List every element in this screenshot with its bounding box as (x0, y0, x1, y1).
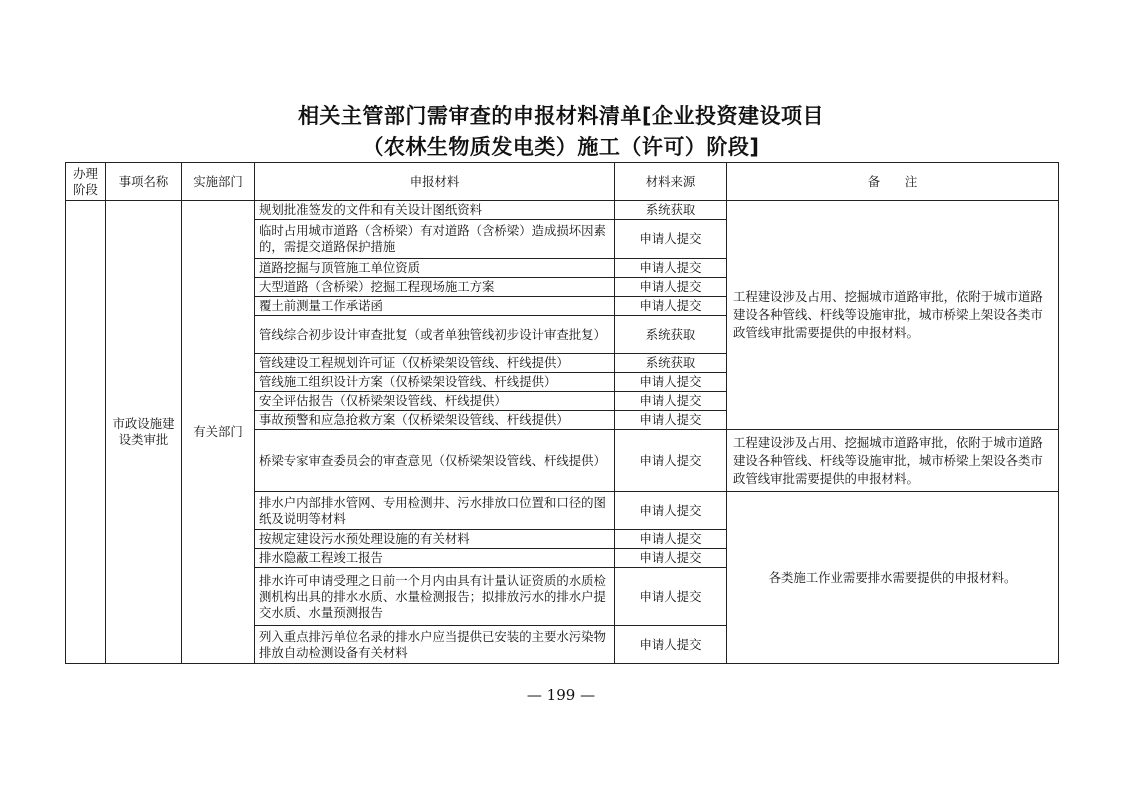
source-cell: 申请人提交 (615, 373, 727, 392)
header-remark: 备 注 (727, 163, 1059, 201)
material-cell: 临时占用城市道路（含桥梁）有对道路（含桥梁）造成损坏因素的，需提交道路保护措施 (255, 220, 615, 259)
material-cell: 桥梁专家审查委员会的审查意见（仅桥梁架设管线、杆线提供） (255, 430, 615, 492)
header-item: 事项名称 (106, 163, 182, 201)
source-cell: 申请人提交 (615, 549, 727, 568)
source-cell: 申请人提交 (615, 530, 727, 549)
page-title-line-1: 相关主管部门需审查的申报材料清单[企业投资建设项目 (297, 104, 825, 128)
material-cell: 大型道路（含桥梁）挖掘工程现场施工方案 (255, 278, 615, 297)
source-cell: 申请人提交 (615, 259, 727, 278)
header-dept: 实施部门 (182, 163, 255, 201)
source-cell: 申请人提交 (615, 430, 727, 492)
source-cell: 申请人提交 (615, 220, 727, 259)
source-cell: 申请人提交 (615, 278, 727, 297)
material-cell: 管线建设工程规划许可证（仅桥梁架设管线、杆线提供） (255, 354, 615, 373)
header-row (66, 163, 1059, 201)
source-cell: 申请人提交 (615, 411, 727, 430)
materials-table (65, 162, 1059, 664)
source-cell: 申请人提交 (615, 626, 727, 664)
header-source: 材料来源 (615, 163, 727, 201)
source-cell: 系统获取 (615, 354, 727, 373)
remark-bridge: 工程建设涉及占用、挖掘城市道路审批，依附于城市道路建设各种管线、杆线等设施审批，城市桥梁上架设各类市政管线审批需要提供的申报材料。 (727, 430, 1059, 492)
source-cell: 系统获取 (615, 316, 727, 354)
material-cell: 规划批准签发的文件和有关设计图纸资料 (255, 201, 615, 220)
material-cell: 排水许可申请受理之日前一个月内由具有计量认证资质的水质检测机构出具的排水水质、水量检测报告；拟排放污水的排水户提交水质、水量预测报告 (255, 568, 615, 626)
dept-cell: 有关部门 (182, 201, 255, 664)
stage-cell (66, 201, 106, 664)
source-cell: 申请人提交 (615, 568, 727, 626)
material-cell: 事故预警和应急抢救方案（仅桥梁架设管线、杆线提供） (255, 411, 615, 430)
material-cell: 排水户内部排水管网、专用检测井、污水排放口位置和口径的图纸及说明等材料 (255, 492, 615, 530)
source-cell: 申请人提交 (615, 297, 727, 316)
remark-drainage: 各类施工作业需要排水需要提供的申报材料。 (727, 492, 1059, 664)
page-title-line-2: （农林生物质发电类）施工（许可）阶段] (362, 135, 760, 159)
header-material: 申报材料 (255, 163, 615, 201)
remark-road: 工程建设涉及占用、挖掘城市道路审批，依附于城市道路建设各种管线、杆线等设施审批，城市桥梁上架设各类市政管线审批需要提供的申报材料。 (727, 201, 1059, 430)
table-row (66, 201, 1059, 220)
material-cell: 列入重点排污单位名录的排水户应当提供已安装的主要水污染物排放自动检测设备有关材料 (255, 626, 615, 664)
material-cell: 安全评估报告（仅桥梁架设管线、杆线提供） (255, 392, 615, 411)
material-cell: 排水隐蔽工程竣工报告 (255, 549, 615, 568)
item-name-cell: 市政设施建设类审批 (106, 201, 182, 664)
source-cell: 申请人提交 (615, 492, 727, 530)
source-cell: 系统获取 (615, 201, 727, 220)
page-number: — 199 — (526, 686, 596, 704)
material-cell: 管线施工组织设计方案（仅桥梁架设管线、杆线提供） (255, 373, 615, 392)
material-cell: 管线综合初步设计审查批复（或者单独管线初步设计审查批复） (255, 316, 615, 354)
header-stage: 办理阶段 (66, 163, 106, 201)
source-cell: 申请人提交 (615, 392, 727, 411)
material-cell: 覆土前测量工作承诺函 (255, 297, 615, 316)
material-cell: 按规定建设污水预处理设施的有关材料 (255, 530, 615, 549)
material-cell: 道路挖掘与顶管施工单位资质 (255, 259, 615, 278)
